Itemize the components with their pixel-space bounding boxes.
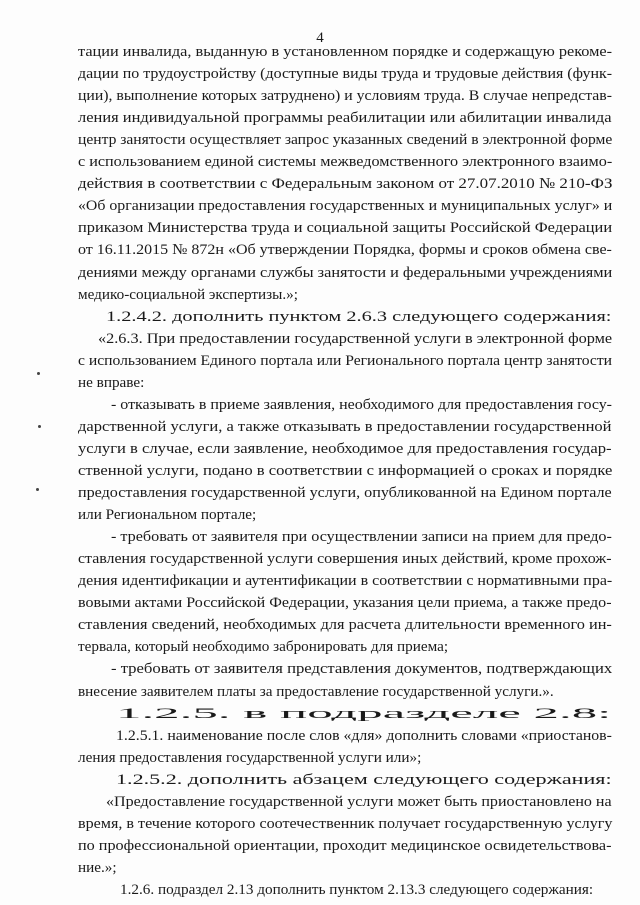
text-line: 1.2.4.2. дополнить пунктом 2.6.3 следующего содержания: — [106, 307, 612, 325]
text-line: дениями между органами службы занятости и федеральными учреждениями — [78, 263, 613, 281]
text-line: не вправе: — [78, 373, 145, 391]
text-line: с использованием единой системы межведомственного электронного взаимо- — [78, 153, 613, 171]
text-line: ления индивидуальной программы реабилитации или абилитации инвалида — [78, 109, 612, 127]
text-line: дации по трудоустройству (доступные виды труда и трудовые действия (функ- — [78, 65, 613, 83]
text-line: действия в соответствии с Федеральным законом от 27.07.2010 № 210-ФЗ — [78, 175, 613, 193]
margin-mark — [36, 488, 39, 491]
text-line: от 16.11.2015 № 872н «Об утверждении Порядка, формы и сроков обмена све- — [78, 241, 612, 259]
text-line: ственной услуги, подано в соответствии с информацией о сроках и порядке — [78, 462, 613, 479]
text-line: приказом Министерства труда и социальной защиты Российской Федерации — [78, 219, 613, 237]
text-line: услуги в случае, если заявление, необходимое для предоставления государ- — [78, 439, 612, 457]
text-line: 1.2.5. в подразделе 2.8: — [116, 704, 612, 722]
text-line: по профессиональной ориентации, проходит медицинское освидетельствова- — [78, 836, 612, 854]
text-line: 1.2.5.2. дополнить абзацем следующего содержания: — [116, 770, 612, 788]
text-line: внесение заявителем платы за предоставление государственной услуги.». — [78, 682, 554, 700]
margin-mark — [37, 372, 40, 375]
text-line: время, в течение которого соотечественник получает государственную услугу — [78, 814, 613, 832]
text-line: дения идентификации и аутентификации в соответствии с нормативными пра- — [78, 572, 613, 590]
text-line: предоставления государственной услуги, опубликованной на Едином портале — [78, 484, 612, 502]
text-line: «Об организации предоставления государственных и муниципальных услуг» и — [78, 197, 613, 215]
text-line: тервала, который необходимо забронировать для приема; — [78, 638, 449, 656]
margin-mark — [38, 425, 41, 428]
text-line: дарственной услуги, а также отказывать в предоставлении государственной — [78, 417, 612, 435]
page-number: 4 — [316, 30, 324, 46]
text-line: ления предоставления государственной услуги или»; — [78, 748, 422, 766]
text-line: - отказывать в приеме заявления, необходимого для предоставления госу- — [111, 395, 612, 413]
text-line: - требовать от заявителя представления документов, подтверждающих — [111, 660, 613, 678]
text-line: 1.2.6. подраздел 2.13 дополнить пунктом 2.13.3 следующего содержания: — [120, 881, 594, 898]
text-line: 1.2.5.1. наименование после слов «для» дополнить словами «приостанов- — [116, 726, 612, 744]
text-line: - требовать от заявителя при осуществлении записи на прием для предо- — [111, 528, 612, 546]
text-line: с использованием Единого портала или Регионального портала центр занятости — [78, 351, 613, 369]
text-line: или Региональном портале; — [78, 506, 257, 524]
text-line: ставления сведений, необходимых для расчета длительности временного ин- — [78, 616, 612, 634]
text-line: «2.6.3. При предоставлении государственной услуги в электронной форме — [98, 329, 613, 347]
text-line: ставления государственной услуги совершения иных действий, кроме прохож- — [78, 550, 612, 568]
text-line: медико-социальной экспертизы.»; — [78, 285, 298, 303]
text-line: «Предоставление государственной услуги может быть приостановлено на — [106, 792, 612, 810]
text-line: вовыми актами Российской Федерации, указания цели приема, а также предо- — [78, 594, 612, 612]
text-line: ции), выполнение которых затруднено) и условиям труда. В случае непредстав- — [78, 87, 612, 105]
text-line: центр занятости осуществляет запрос указанных сведений в электронной форме — [78, 131, 613, 149]
text-line: тации инвалида, выданную в установленном порядке и содержащую рекоме- — [78, 43, 613, 60]
text-line: ние.»; — [78, 858, 117, 876]
